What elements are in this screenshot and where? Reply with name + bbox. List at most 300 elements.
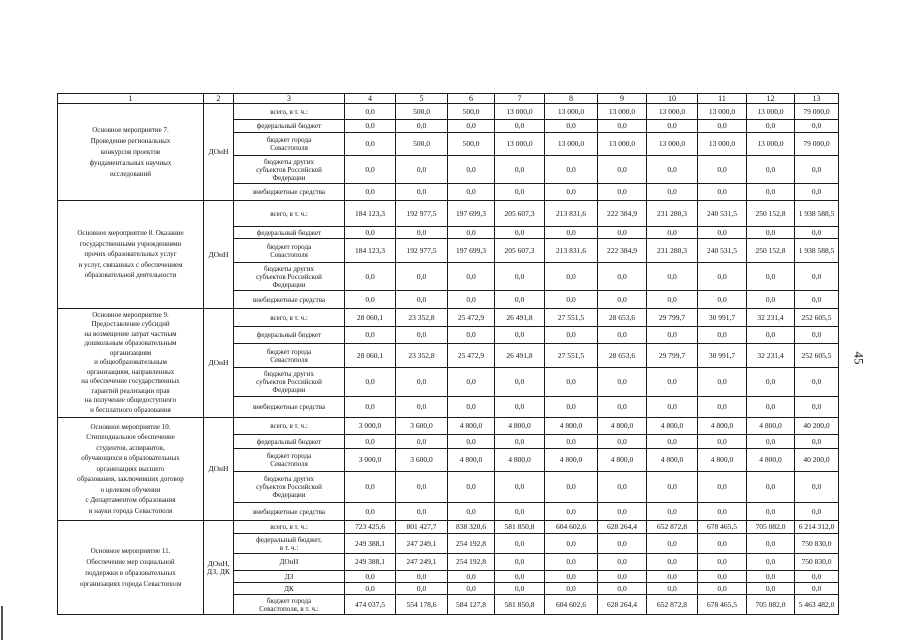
value-cell: 0,0 xyxy=(495,291,545,309)
value-cell: 604 602,6 xyxy=(545,595,598,615)
value-cell: 0,0 xyxy=(345,104,396,120)
column-number-cell: 10 xyxy=(647,94,698,104)
value-cell: 0,0 xyxy=(598,503,647,521)
value-cell: 0,0 xyxy=(698,368,747,397)
executor-cell: ДОиН xyxy=(204,104,234,201)
value-cell: 0,0 xyxy=(545,534,598,554)
value-cell: 0,0 xyxy=(545,571,598,583)
value-cell: 0,0 xyxy=(795,263,839,291)
value-cell: 0,0 xyxy=(396,291,448,309)
funding-source-cell: федеральный бюджет, в т. ч.: xyxy=(234,534,345,554)
value-cell: 4 800,0 xyxy=(747,418,795,435)
value-cell: 0,0 xyxy=(448,263,495,291)
value-cell: 25 472,9 xyxy=(448,309,495,327)
value-cell: 0,0 xyxy=(698,571,747,583)
value-cell: 0,0 xyxy=(647,291,698,309)
event-title-cell: Основное мероприятие 11. Обеспечение мер социальной поддержки в образовательных организациях города Севастополя xyxy=(58,521,204,615)
value-cell: 628 264,4 xyxy=(598,595,647,615)
value-cell: 0,0 xyxy=(495,263,545,291)
value-cell: 0,0 xyxy=(345,397,396,418)
value-cell: 0,0 xyxy=(747,583,795,595)
funding-source-cell: бюджеты других субъектов Российской Федерации xyxy=(234,156,345,184)
value-cell: 0,0 xyxy=(747,534,795,554)
value-cell: 0,0 xyxy=(747,156,795,184)
value-cell: 231 280,3 xyxy=(647,239,698,263)
value-cell: 0,0 xyxy=(345,583,396,595)
column-number-cell: 8 xyxy=(545,94,598,104)
value-cell: 0,0 xyxy=(545,263,598,291)
value-cell: 0,0 xyxy=(747,554,795,571)
value-cell: 28 653,6 xyxy=(598,344,647,368)
value-cell: 750 830,0 xyxy=(795,554,839,571)
funding-source-cell: бюджеты других субъектов Российской Федерации xyxy=(234,472,345,503)
value-cell: 0,0 xyxy=(698,583,747,595)
executor-cell: ДОиН xyxy=(204,309,234,418)
value-cell: 0,0 xyxy=(598,184,647,201)
value-cell: 29 799,7 xyxy=(647,344,698,368)
value-cell: 0,0 xyxy=(747,227,795,239)
funding-source-cell: внебюджетные средства xyxy=(234,397,345,418)
value-cell: 0,0 xyxy=(795,571,839,583)
table-body xyxy=(58,94,839,615)
value-cell: 0,0 xyxy=(647,184,698,201)
value-cell: 0,0 xyxy=(495,327,545,344)
value-cell: 249 388,1 xyxy=(345,534,396,554)
value-cell: 0,0 xyxy=(448,184,495,201)
value-cell: 474 037,5 xyxy=(345,595,396,615)
value-cell: 27 551,5 xyxy=(545,309,598,327)
funding-source-cell: всего, в т. ч.: xyxy=(234,418,345,435)
funding-source-cell: всего, в т. ч.: xyxy=(234,201,345,227)
value-cell: 0,0 xyxy=(495,503,545,521)
value-cell: 254 192,8 xyxy=(448,534,495,554)
value-cell: 40 200,0 xyxy=(795,449,839,472)
value-cell: 0,0 xyxy=(598,472,647,503)
value-cell: 0,0 xyxy=(495,156,545,184)
value-cell: 3 600,0 xyxy=(396,449,448,472)
value-cell: 500,0 xyxy=(396,104,448,120)
value-cell: 678 465,5 xyxy=(698,595,747,615)
value-cell: 28 060,1 xyxy=(345,309,396,327)
value-cell: 213 831,6 xyxy=(545,201,598,227)
value-cell: 197 699,3 xyxy=(448,201,495,227)
value-cell: 252 605,5 xyxy=(795,344,839,368)
value-cell: 0,0 xyxy=(396,435,448,449)
value-cell: 3 600,0 xyxy=(396,418,448,435)
funding-source-cell: федеральный бюджет xyxy=(234,227,345,239)
value-cell: 0,0 xyxy=(647,120,698,133)
value-cell: 213 831,6 xyxy=(545,239,598,263)
value-cell: 0,0 xyxy=(598,554,647,571)
value-cell: 801 427,7 xyxy=(396,521,448,534)
value-cell: 0,0 xyxy=(545,227,598,239)
value-cell: 0,0 xyxy=(345,156,396,184)
value-cell: 0,0 xyxy=(747,368,795,397)
value-cell: 0,0 xyxy=(598,368,647,397)
value-cell: 0,0 xyxy=(545,120,598,133)
value-cell: 205 607,3 xyxy=(495,239,545,263)
value-cell: 0,0 xyxy=(598,435,647,449)
value-cell: 0,0 xyxy=(747,291,795,309)
value-cell: 222 384,9 xyxy=(598,239,647,263)
value-cell: 0,0 xyxy=(598,571,647,583)
value-cell: 0,0 xyxy=(698,503,747,521)
funding-source-cell: ДЗ xyxy=(234,571,345,583)
executor-cell: ДОиН, ДЗ, ДК xyxy=(204,521,234,615)
value-cell: 192 977,5 xyxy=(396,201,448,227)
value-cell: 184 123,3 xyxy=(345,201,396,227)
value-cell: 28 653,6 xyxy=(598,309,647,327)
funding-table xyxy=(57,93,839,615)
column-number-cell: 1 xyxy=(58,94,204,104)
value-cell: 1 938 588,5 xyxy=(795,239,839,263)
value-cell: 13 000,0 xyxy=(495,104,545,120)
value-cell: 0,0 xyxy=(795,291,839,309)
value-cell: 0,0 xyxy=(747,120,795,133)
value-cell: 0,0 xyxy=(396,472,448,503)
value-cell: 0,0 xyxy=(448,327,495,344)
value-cell: 0,0 xyxy=(698,263,747,291)
value-cell: 0,0 xyxy=(647,156,698,184)
table-row xyxy=(58,521,839,534)
value-cell: 0,0 xyxy=(795,368,839,397)
value-cell: 0,0 xyxy=(598,263,647,291)
value-cell: 0,0 xyxy=(396,184,448,201)
value-cell: 0,0 xyxy=(598,227,647,239)
value-cell: 0,0 xyxy=(545,583,598,595)
value-cell: 4 800,0 xyxy=(647,418,698,435)
event-title-cell: Основное мероприятие 9. Предоставление субсидий на возмещение затрат частным дошкольным образовательным организациям и общеобразовательным организациям, направленных на обеспечение государственных гарантий реализации прав на получение общедоступного и бесплатного образования xyxy=(58,309,204,418)
value-cell: 652 872,8 xyxy=(647,595,698,615)
funding-source-cell: всего, в т. ч.: xyxy=(234,309,345,327)
value-cell: 4 800,0 xyxy=(598,418,647,435)
value-cell: 0,0 xyxy=(345,184,396,201)
value-cell: 0,0 xyxy=(396,263,448,291)
value-cell: 0,0 xyxy=(495,368,545,397)
value-cell: 0,0 xyxy=(545,291,598,309)
value-cell: 0,0 xyxy=(495,554,545,571)
value-cell: 205 607,3 xyxy=(495,201,545,227)
value-cell: 26 491,8 xyxy=(495,309,545,327)
value-cell: 0,0 xyxy=(747,263,795,291)
value-cell: 0,0 xyxy=(345,291,396,309)
value-cell: 184 123,3 xyxy=(345,239,396,263)
value-cell: 4 800,0 xyxy=(545,449,598,472)
value-cell: 0,0 xyxy=(598,583,647,595)
value-cell: 4 800,0 xyxy=(545,418,598,435)
value-cell: 0,0 xyxy=(345,327,396,344)
value-cell: 13 000,0 xyxy=(598,133,647,156)
value-cell: 0,0 xyxy=(448,397,495,418)
value-cell: 247 249,1 xyxy=(396,554,448,571)
value-cell: 13 000,0 xyxy=(647,133,698,156)
table-row xyxy=(58,309,839,327)
value-cell: 0,0 xyxy=(598,156,647,184)
value-cell: 6 214 312,0 xyxy=(795,521,839,534)
value-cell: 240 531,5 xyxy=(698,201,747,227)
value-cell: 28 060,1 xyxy=(345,344,396,368)
funding-source-cell: бюджеты других субъектов Российской Федерации xyxy=(234,263,345,291)
value-cell: 0,0 xyxy=(345,503,396,521)
value-cell: 0,0 xyxy=(698,472,747,503)
value-cell: 0,0 xyxy=(795,397,839,418)
funding-source-cell: ДОиН xyxy=(234,554,345,571)
value-cell: 0,0 xyxy=(647,327,698,344)
event-title-cell: Основное мероприятие 7. Проведение региональных конкурсов проектов фундаментальных научных исследований xyxy=(58,104,204,201)
value-cell: 0,0 xyxy=(795,583,839,595)
value-cell: 678 465,5 xyxy=(698,521,747,534)
value-cell: 13 000,0 xyxy=(698,104,747,120)
event-title-cell: Основное мероприятие 10. Стипендиальное обеспечение студентов, аспирантов, обучающихся в образовательных организациях высшего образования, заключивших договор о целевом обучении с Департаментом образования и науки города Севастополя xyxy=(58,418,204,521)
value-cell: 13 000,0 xyxy=(747,104,795,120)
value-cell: 23 352,8 xyxy=(396,309,448,327)
value-cell: 0,0 xyxy=(396,327,448,344)
value-cell: 249 388,1 xyxy=(345,554,396,571)
value-cell: 0,0 xyxy=(795,503,839,521)
header-row xyxy=(58,94,839,104)
value-cell: 0,0 xyxy=(345,133,396,156)
value-cell: 0,0 xyxy=(345,120,396,133)
value-cell: 0,0 xyxy=(545,554,598,571)
value-cell: 25 472,9 xyxy=(448,344,495,368)
value-cell: 79 000,0 xyxy=(795,133,839,156)
value-cell: 0,0 xyxy=(495,227,545,239)
value-cell: 29 799,7 xyxy=(647,309,698,327)
value-cell: 0,0 xyxy=(495,120,545,133)
funding-source-cell: внебюджетные средства xyxy=(234,184,345,201)
value-cell: 500,0 xyxy=(396,133,448,156)
value-cell: 0,0 xyxy=(647,397,698,418)
value-cell: 247 249,1 xyxy=(396,534,448,554)
value-cell: 0,0 xyxy=(698,291,747,309)
event-title-cell: Основное мероприятие 8. Оказание государственными учреждениями прочих образовательных услуг и услуг, связанных с обеспечением образовательной деятельности xyxy=(58,201,204,309)
value-cell: 0,0 xyxy=(698,184,747,201)
value-cell: 23 352,8 xyxy=(396,344,448,368)
value-cell: 30 991,7 xyxy=(698,309,747,327)
value-cell: 13 000,0 xyxy=(747,133,795,156)
value-cell: 30 991,7 xyxy=(698,344,747,368)
value-cell: 652 872,8 xyxy=(647,521,698,534)
value-cell: 0,0 xyxy=(698,435,747,449)
value-cell: 0,0 xyxy=(448,156,495,184)
value-cell: 723 425,6 xyxy=(345,521,396,534)
value-cell: 13 000,0 xyxy=(545,133,598,156)
funding-source-cell: бюджет города Севастополя xyxy=(234,133,345,156)
value-cell: 0,0 xyxy=(647,571,698,583)
column-number-cell: 3 xyxy=(234,94,345,104)
value-cell: 0,0 xyxy=(345,263,396,291)
value-cell: 705 082,0 xyxy=(747,521,795,534)
value-cell: 581 850,8 xyxy=(495,595,545,615)
value-cell: 27 551,5 xyxy=(545,344,598,368)
value-cell: 0,0 xyxy=(647,263,698,291)
value-cell: 1 938 588,5 xyxy=(795,201,839,227)
table-row xyxy=(58,104,839,120)
value-cell: 0,0 xyxy=(495,583,545,595)
value-cell: 0,0 xyxy=(545,503,598,521)
column-number-cell: 13 xyxy=(795,94,839,104)
value-cell: 0,0 xyxy=(396,397,448,418)
value-cell: 554 178,6 xyxy=(396,595,448,615)
value-cell: 250 152,8 xyxy=(747,201,795,227)
value-cell: 4 800,0 xyxy=(495,418,545,435)
value-cell: 0,0 xyxy=(345,227,396,239)
value-cell: 0,0 xyxy=(495,435,545,449)
column-number-cell: 2 xyxy=(204,94,234,104)
value-cell: 13 000,0 xyxy=(545,104,598,120)
value-cell: 0,0 xyxy=(345,368,396,397)
value-cell: 0,0 xyxy=(448,435,495,449)
value-cell: 13 000,0 xyxy=(698,133,747,156)
value-cell: 231 280,3 xyxy=(647,201,698,227)
value-cell: 4 800,0 xyxy=(698,418,747,435)
value-cell: 0,0 xyxy=(795,120,839,133)
value-cell: 0,0 xyxy=(545,156,598,184)
value-cell: 0,0 xyxy=(698,227,747,239)
value-cell: 0,0 xyxy=(747,327,795,344)
value-cell: 705 082,0 xyxy=(747,595,795,615)
value-cell: 0,0 xyxy=(795,472,839,503)
value-cell: 250 152,8 xyxy=(747,239,795,263)
funding-source-cell: ДК xyxy=(234,583,345,595)
value-cell: 604 602,6 xyxy=(545,521,598,534)
value-cell: 0,0 xyxy=(698,554,747,571)
value-cell: 0,0 xyxy=(495,472,545,503)
funding-source-cell: бюджет города Севастополя, в т. ч.: xyxy=(234,595,345,615)
value-cell: 584 127,8 xyxy=(448,595,495,615)
value-cell: 0,0 xyxy=(747,397,795,418)
funding-source-cell: федеральный бюджет xyxy=(234,327,345,344)
page-number: 45 xyxy=(851,351,867,365)
value-cell: 0,0 xyxy=(396,120,448,133)
column-number-cell: 6 xyxy=(448,94,495,104)
value-cell: 0,0 xyxy=(545,184,598,201)
value-cell: 0,0 xyxy=(598,534,647,554)
table-row xyxy=(58,418,839,435)
column-number-cell: 12 xyxy=(747,94,795,104)
funding-source-cell: федеральный бюджет xyxy=(234,435,345,449)
value-cell: 240 531,5 xyxy=(698,239,747,263)
value-cell: 0,0 xyxy=(747,571,795,583)
value-cell: 0,0 xyxy=(698,327,747,344)
value-cell: 4 800,0 xyxy=(448,418,495,435)
value-cell: 0,0 xyxy=(345,472,396,503)
value-cell: 0,0 xyxy=(396,583,448,595)
value-cell: 0,0 xyxy=(647,472,698,503)
value-cell: 0,0 xyxy=(698,534,747,554)
value-cell: 500,0 xyxy=(448,104,495,120)
value-cell: 0,0 xyxy=(448,472,495,503)
value-cell: 0,0 xyxy=(598,120,647,133)
value-cell: 0,0 xyxy=(396,368,448,397)
value-cell: 0,0 xyxy=(396,227,448,239)
value-cell: 4 800,0 xyxy=(495,449,545,472)
value-cell: 0,0 xyxy=(448,583,495,595)
column-number-cell: 7 xyxy=(495,94,545,104)
value-cell: 0,0 xyxy=(495,571,545,583)
value-cell: 0,0 xyxy=(396,503,448,521)
column-number-cell: 9 xyxy=(598,94,647,104)
value-cell: 0,0 xyxy=(598,397,647,418)
funding-source-cell: всего, в т. ч.: xyxy=(234,521,345,534)
column-number-cell: 11 xyxy=(698,94,747,104)
value-cell: 0,0 xyxy=(698,397,747,418)
value-cell: 0,0 xyxy=(448,291,495,309)
value-cell: 0,0 xyxy=(647,435,698,449)
value-cell: 0,0 xyxy=(448,120,495,133)
value-cell: 500,0 xyxy=(448,133,495,156)
value-cell: 0,0 xyxy=(495,184,545,201)
value-cell: 0,0 xyxy=(545,472,598,503)
value-cell: 0,0 xyxy=(598,291,647,309)
value-cell: 13 000,0 xyxy=(598,104,647,120)
value-cell: 0,0 xyxy=(795,184,839,201)
value-cell: 252 605,5 xyxy=(795,309,839,327)
value-cell: 5 463 482,0 xyxy=(795,595,839,615)
value-cell: 0,0 xyxy=(345,435,396,449)
column-number-cell: 4 xyxy=(345,94,396,104)
value-cell: 0,0 xyxy=(647,368,698,397)
funding-source-cell: бюджет города Севастополя xyxy=(234,344,345,368)
column-number-cell: 5 xyxy=(396,94,448,104)
funding-source-cell: бюджет города Севастополя xyxy=(234,449,345,472)
executor-cell: ДОиН xyxy=(204,201,234,309)
value-cell: 4 800,0 xyxy=(448,449,495,472)
value-cell: 0,0 xyxy=(647,554,698,571)
value-cell: 0,0 xyxy=(698,120,747,133)
value-cell: 0,0 xyxy=(448,368,495,397)
value-cell: 3 000,0 xyxy=(345,418,396,435)
value-cell: 32 231,4 xyxy=(747,309,795,327)
value-cell: 0,0 xyxy=(647,227,698,239)
value-cell: 0,0 xyxy=(545,368,598,397)
value-cell: 838 320,6 xyxy=(448,521,495,534)
value-cell: 0,0 xyxy=(495,534,545,554)
value-cell: 4 800,0 xyxy=(747,449,795,472)
funding-source-cell: федеральный бюджет xyxy=(234,120,345,133)
value-cell: 13 000,0 xyxy=(647,104,698,120)
scan-edge-mark xyxy=(1,606,3,640)
funding-source-cell: внебюджетные средства xyxy=(234,503,345,521)
value-cell: 0,0 xyxy=(747,503,795,521)
value-cell: 0,0 xyxy=(795,435,839,449)
value-cell: 0,0 xyxy=(647,503,698,521)
value-cell: 197 699,3 xyxy=(448,239,495,263)
value-cell: 32 231,4 xyxy=(747,344,795,368)
value-cell: 0,0 xyxy=(448,227,495,239)
value-cell: 581 850,8 xyxy=(495,521,545,534)
value-cell: 0,0 xyxy=(795,327,839,344)
funding-source-cell: бюджет города Севастополя xyxy=(234,239,345,263)
value-cell: 0,0 xyxy=(795,227,839,239)
value-cell: 40 200,0 xyxy=(795,418,839,435)
value-cell: 4 800,0 xyxy=(698,449,747,472)
value-cell: 750 830,0 xyxy=(795,534,839,554)
funding-source-cell: внебюджетные средства xyxy=(234,291,345,309)
value-cell: 3 000,0 xyxy=(345,449,396,472)
funding-source-cell: бюджеты других субъектов Российской Федерации xyxy=(234,368,345,397)
value-cell: 0,0 xyxy=(747,184,795,201)
value-cell: 628 264,4 xyxy=(598,521,647,534)
value-cell: 192 977,5 xyxy=(396,239,448,263)
value-cell: 0,0 xyxy=(795,156,839,184)
value-cell: 0,0 xyxy=(747,435,795,449)
value-cell: 222 384,9 xyxy=(598,201,647,227)
value-cell: 0,0 xyxy=(345,571,396,583)
value-cell: 0,0 xyxy=(698,156,747,184)
value-cell: 4 800,0 xyxy=(647,449,698,472)
value-cell: 0,0 xyxy=(396,156,448,184)
